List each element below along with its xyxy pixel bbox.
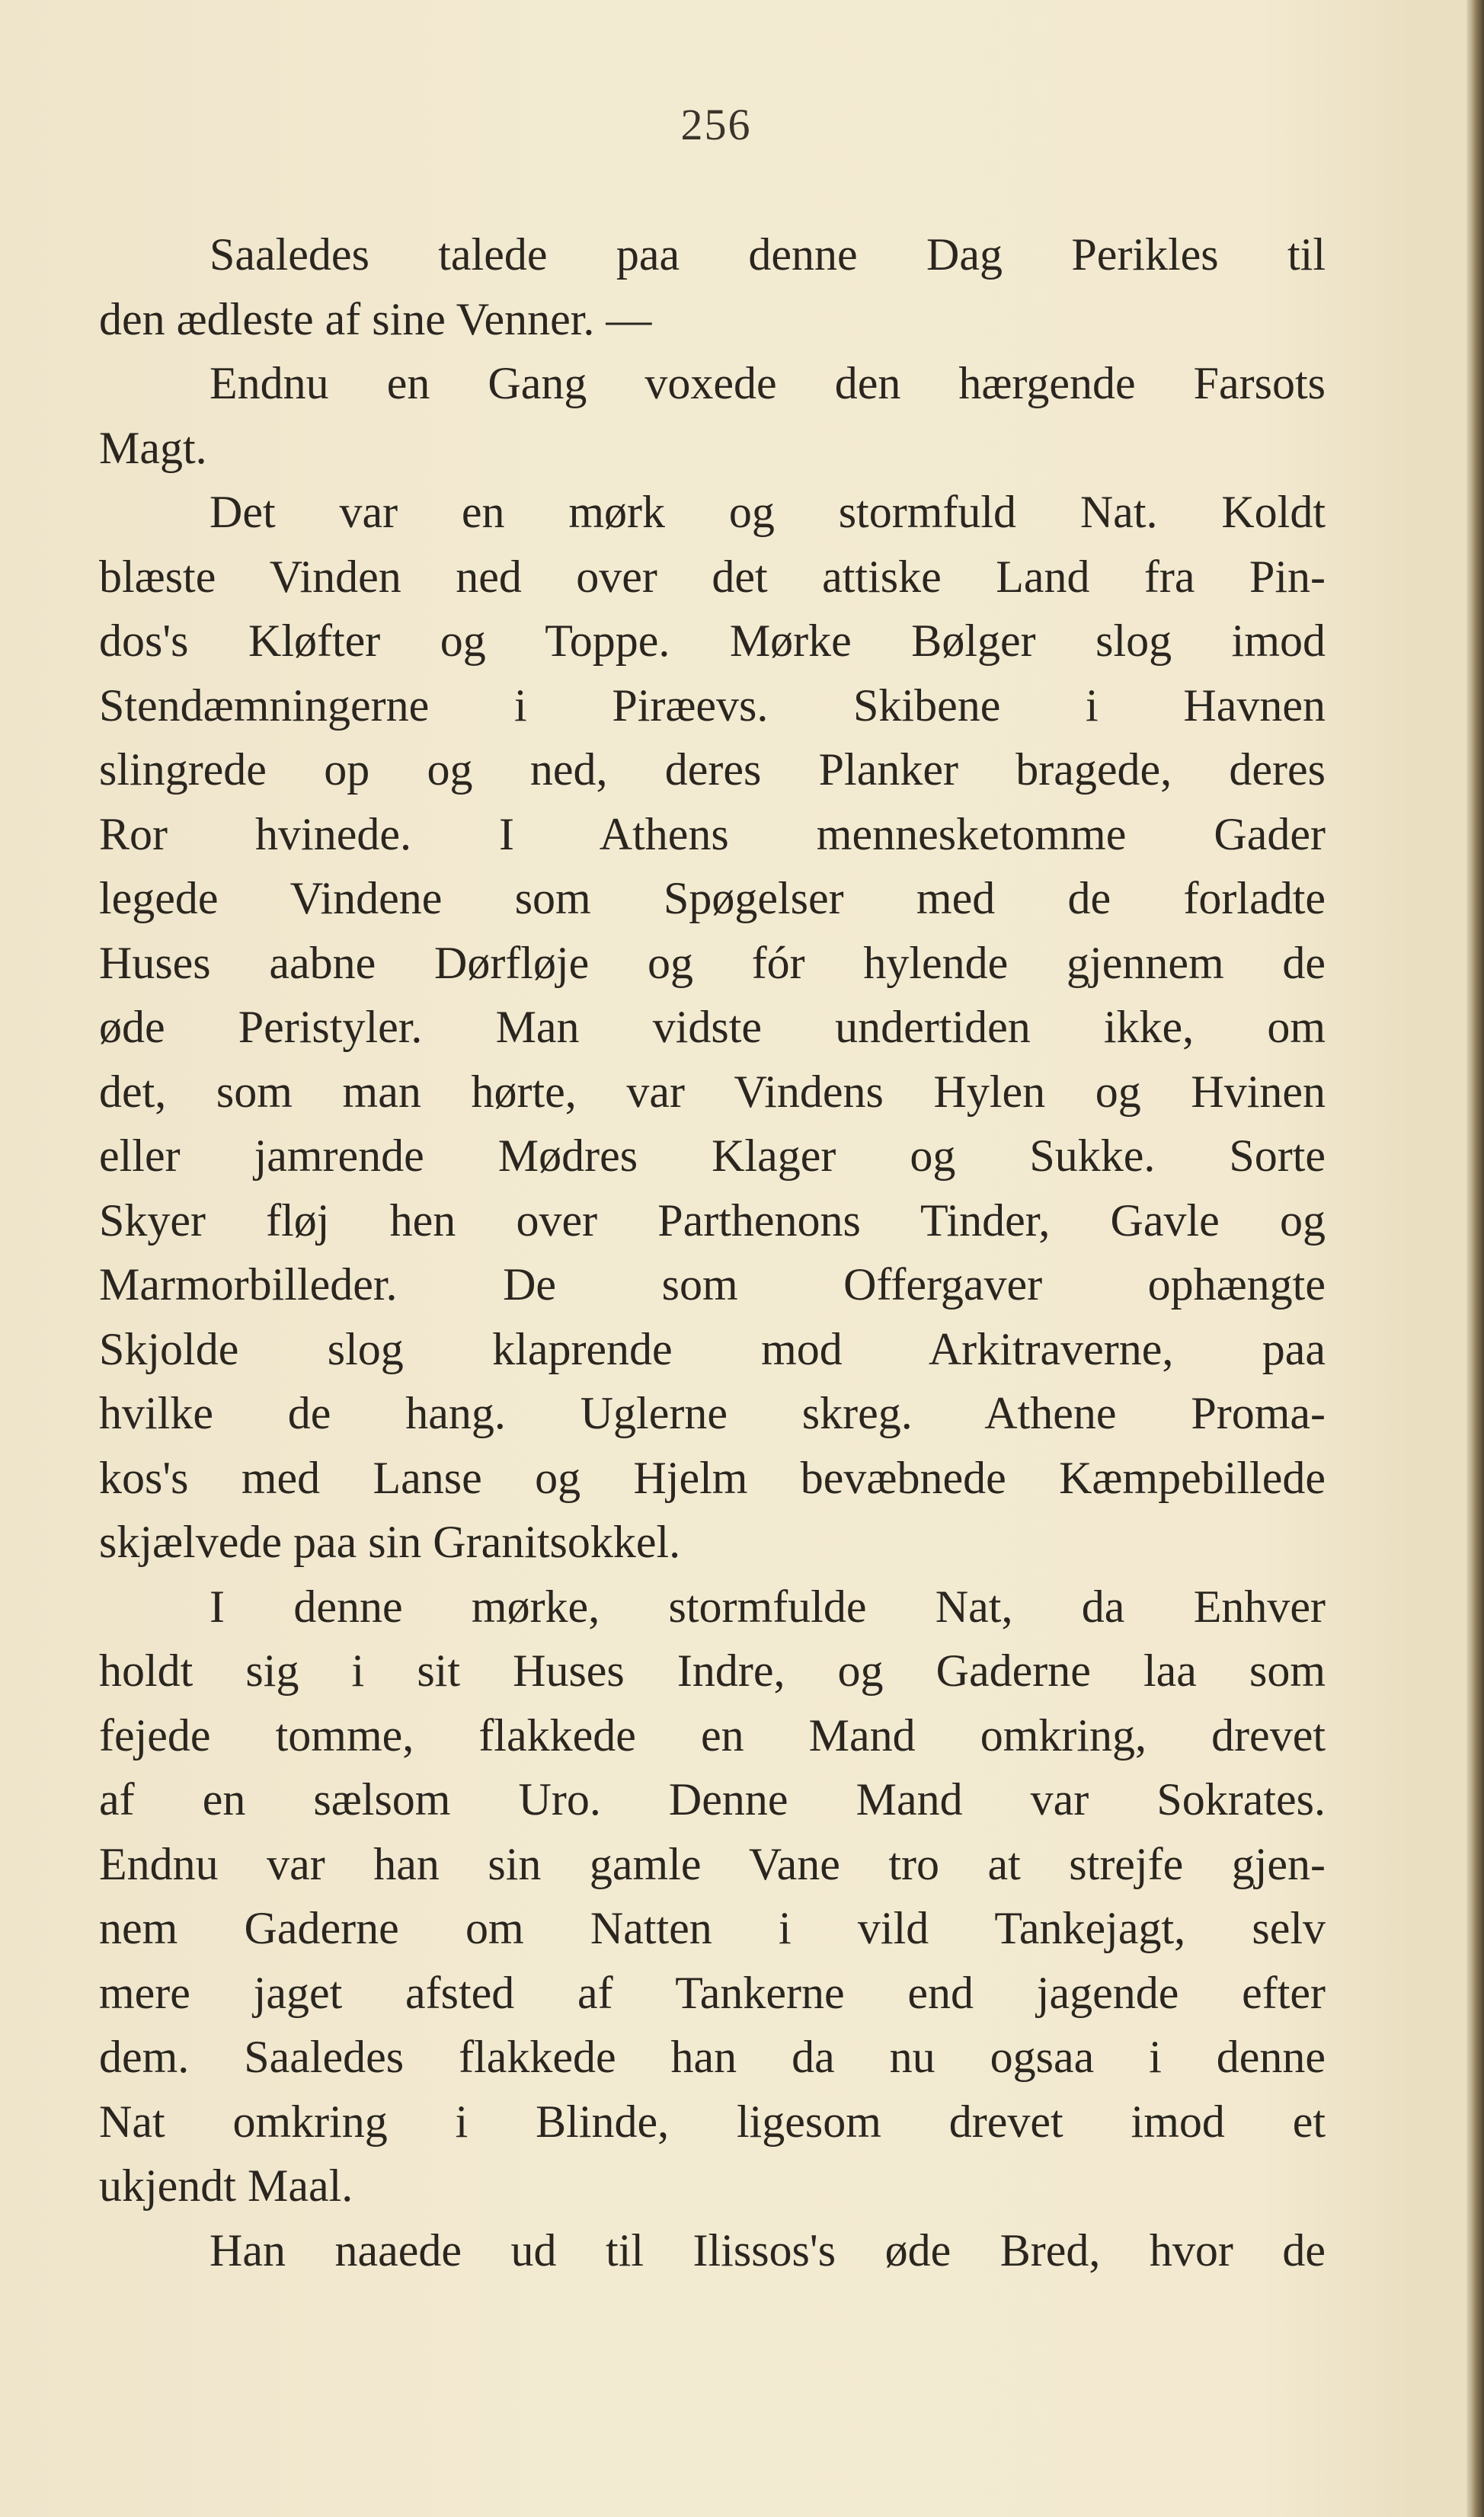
text-line: fejede tomme, flakkede en Mand omkring, drevet [99,1709,1326,1761]
text-line: slingrede op og ned, deres Planker bragede, deres [99,744,1326,795]
text-line: Ror hvinede. I Athens mennesketomme Gader [99,808,1326,859]
text-line: I denne mørke, stormfulde Nat, da Enhver [209,1581,1326,1632]
text-line: skjælvede paa sin Granitsokkel. [99,1517,681,1567]
text-line: dem. Saaledes flakkede han da nu ogsaa i denne [99,2032,1326,2082]
text-line: øde Peristyler. Man vidste undertiden ikke, om [99,1002,1326,1052]
text-line: blæste Vinden ned over det attiske Land fra Pin- [99,551,1326,602]
text-line: legede Vindene som Spøgelser med de forladte [99,873,1326,923]
text-line: Endnu en Gang voxede den hærgende Farsots [209,358,1326,408]
text-line: Huses aabne Dørfløje og fór hylende gjennem de [99,937,1326,988]
text-line: ukjendt Maal. [99,2160,353,2211]
text-line: Endnu var han sin gamle Vane tro at strejfe gjen- [99,1838,1326,1889]
text-line: eller jamrende Mødres Klager og Sukke. Sorte [99,1131,1326,1181]
text-line: mere jaget afsted af Tankerne end jagende efter [99,1967,1326,2018]
text-line: Det var en mørk og stormfuld Nat. Koldt [209,487,1326,537]
text-line: Stendæmningerne i Piræevs. Skibene i Havnen [99,680,1326,731]
text-line: af en sælsom Uro. Denne Mand var Sokrates. [99,1774,1326,1825]
text-line: hvilke de hang. Uglerne skreg. Athene Proma- [99,1388,1326,1438]
text-line: kos's med Lanse og Hjelm bevæbnede Kæmpebillede [99,1452,1326,1503]
text-line: den ædleste af sine Venner. — [99,293,652,344]
page-gutter [1470,0,1484,2517]
text-line: Magt. [99,422,207,473]
text-line: Nat omkring i Blinde, ligesom drevet imod et [99,2096,1326,2147]
page-number: 256 [680,100,752,149]
text-line: nem Gaderne om Natten i vild Tankejagt, selv [99,1903,1326,1953]
text-line: dos's Kløfter og Toppe. Mørke Bølger slog imod [99,616,1326,666]
text-line: Marmorbilleder. De som Offergaver ophængte [99,1259,1326,1310]
text-line: Skyer fløj hen over Parthenons Tinder, Gavle og [99,1195,1326,1246]
text-line: Skjolde slog klaprende mod Arkitraverne, paa [99,1323,1326,1374]
text-line: holdt sig i sit Huses Indre, og Gaderne laa som [99,1645,1326,1696]
text-line: Saaledes talede paa denne Dag Perikles til [209,229,1326,280]
text-line: Han naaede ud til Ilissos's øde Bred, hvor de [209,2224,1326,2276]
body-text [99,222,1326,2282]
text-line: det, som man hørte, var Vindens Hylen og Hvinen [99,1066,1326,1117]
